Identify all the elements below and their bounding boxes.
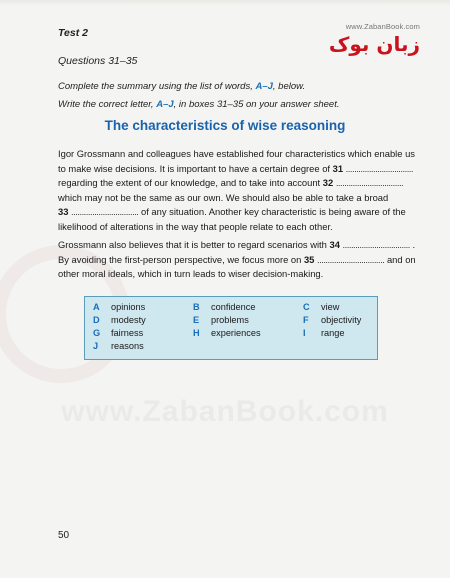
word-option	[93, 341, 144, 351]
option-word: range	[321, 328, 345, 338]
option-letter: H	[193, 328, 200, 338]
question-34-number: 34	[329, 239, 340, 250]
option-letter: A	[93, 302, 100, 312]
question-31-number: 31	[332, 162, 344, 174]
logo-text: زبان بوک	[328, 32, 420, 56]
question-35-number: 35	[303, 253, 315, 265]
questions-heading: Questions 31–35	[58, 55, 138, 67]
option-letter: D	[93, 315, 100, 325]
word-option	[93, 315, 146, 325]
question-33-number: 33	[58, 206, 69, 218]
answer-blank-31[interactable]: ................................	[345, 162, 414, 174]
option-letter: F	[303, 315, 309, 325]
instruction-line-2: Write the correct letter, A–J, in boxes 31–35 on your answer sheet.	[58, 99, 340, 110]
page-edge	[0, 0, 450, 6]
answer-blank-32[interactable]: ................................	[335, 177, 404, 189]
option-letter: B	[193, 302, 200, 312]
watermark: www.ZabanBook.com	[61, 395, 389, 428]
option-letter: E	[193, 315, 200, 325]
option-word: view	[321, 302, 340, 312]
answer-blank-34[interactable]: ................................	[342, 239, 410, 250]
logo-url: www.ZabanBook.com	[345, 22, 420, 31]
word-option	[193, 302, 255, 312]
letter-range: A–J	[156, 99, 174, 110]
word-option	[193, 328, 261, 338]
letter-range: A–J	[255, 81, 273, 92]
summary-title: The characteristics of wise reasoning	[104, 118, 346, 133]
instruction-line-1: Complete the summary using the list of words, A–J, below.	[58, 81, 306, 92]
word-option	[93, 328, 143, 338]
page-number: 50	[58, 530, 70, 541]
zabanbook-logo	[292, 22, 420, 60]
word-option	[303, 328, 345, 338]
option-word: reasons	[111, 341, 144, 351]
option-letter: C	[303, 302, 310, 312]
word-list-box	[84, 296, 378, 360]
word-option	[303, 302, 339, 312]
option-letter: J	[93, 341, 99, 351]
word-option	[193, 315, 249, 325]
test-label: Test 2	[58, 27, 88, 39]
option-word: objectivity	[321, 315, 362, 325]
answer-blank-33[interactable]: ................................	[71, 206, 139, 218]
option-word: opinions	[111, 302, 146, 312]
option-word: fairness	[111, 328, 144, 338]
option-word: experiences	[211, 328, 261, 338]
option-word: problems	[211, 315, 249, 325]
option-word: modesty	[111, 315, 146, 325]
summary-paragraph-2: Grossmann also believes that it is better to regard scenarios with 34 ................................ . By avoiding the first-person perspective, we focus more on 35 ................................ and on other moral ideals, which in turn leads to wiser decision-making.	[58, 239, 416, 280]
word-option	[303, 315, 361, 325]
option-letter: I	[303, 328, 306, 338]
option-letter: G	[93, 328, 101, 338]
answer-blank-35[interactable]: ................................	[317, 253, 385, 265]
summary-paragraph-1: Igor Grossmann and colleagues have established four characteristics which enable us to make wise decisions. It is important to have a certain degree of 31 ................................ regarding the extent of our knowledge, and to take into account 32 ................................ which may not be the same as our own. We should also be able to take a broad 33 ................................ of any situation. Another key characteristic is being aware of the likelihood of alterations in the way that people relate to each other.	[58, 148, 415, 232]
question-32-number: 32	[322, 177, 334, 189]
word-option	[93, 302, 145, 312]
option-word: confidence	[211, 302, 256, 312]
